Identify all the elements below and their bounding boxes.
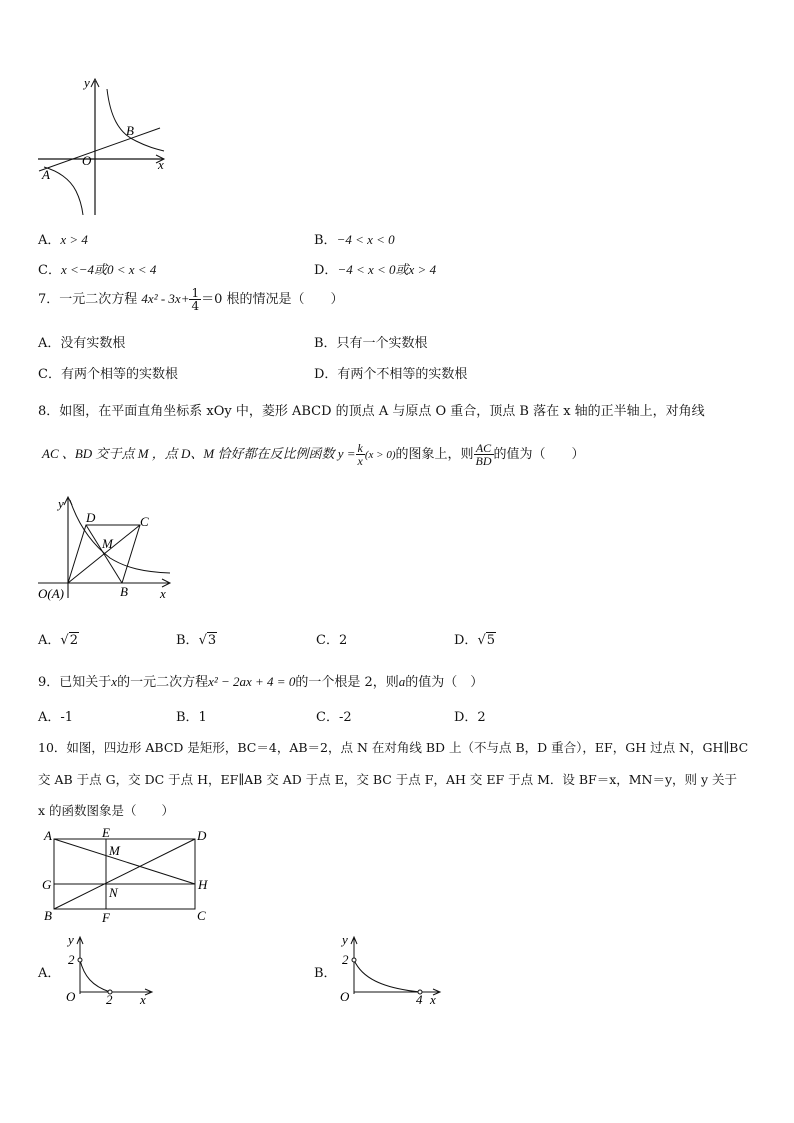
q10-graph-a[interactable] [60, 932, 160, 1008]
fig10-label-n: N [109, 885, 118, 900]
q8-option-a[interactable]: A．√2 [38, 633, 78, 648]
q6-option-a[interactable]: A．x > 4 [38, 232, 88, 248]
graph-b-y0: 2 [342, 952, 349, 967]
fig6-label-a: A [42, 167, 50, 182]
fig10-label-a: A [44, 828, 52, 843]
fig6-label-y: y [84, 75, 90, 90]
q9-option-a[interactable]: A．-1 [38, 710, 74, 725]
fig10-label-f: F [102, 910, 110, 925]
graph-a-x0: 2 [106, 992, 113, 1007]
q7-option-a[interactable]: A．没有实数根 [38, 336, 126, 351]
q10-line2: 交 AB 于点 G，交 DC 于点 H，EF∥AB 交 AD 于点 E，交 BC 于点 F，AH 交 EF 于点 M．设 BF＝x，MN＝y，则 y 关于 [38, 772, 738, 787]
q9-stem: 9．已知关于x的一元二次方程x² − 2ax + 4 = 0的一个根是 2，则a的值为（ ） [38, 674, 484, 690]
fig6-label-b: B [126, 123, 134, 138]
q7-fraction: $\frac{1}{4}$ [191, 286, 200, 313]
q10-figure [36, 826, 216, 926]
graph-b-o: O [340, 989, 350, 1004]
q8-figure [36, 494, 176, 604]
q10-line3: x 的函数图象是（ ） [38, 803, 175, 818]
graph-b-x: x [430, 992, 436, 1007]
q10-graph-b[interactable] [334, 932, 449, 1008]
q7-option-b[interactable]: B．只有一个实数根 [314, 336, 428, 351]
q8-line2: AC 、BD 交于点 M ，点 D、M 恰好都在反比例函数 y = $\frac{k}{x}$ (x > 0)的图象上，则 $\frac{AC}{BD}$ 的值为（ ） [42, 441, 585, 468]
fig10-label-m: M [109, 843, 120, 858]
q10-option-b[interactable]: B． [314, 966, 337, 981]
fig8-label-y: y [58, 496, 64, 511]
fig8-label-d: D [86, 510, 96, 525]
fig10-label-e: E [102, 826, 110, 840]
q7-option-c[interactable]: C．有两个相等的实数根 [38, 367, 178, 382]
q9-option-c[interactable]: C．-2 [316, 710, 352, 725]
q6-option-b[interactable]: B．−4 < x < 0 [314, 232, 395, 248]
q10-line1: 10．如图，四边形 ABCD 是矩形，BC＝4，AB＝2，点 N 在对角线 BD 上（不与点 B，D 重合），EF，GH 过点 N，GH∥BC [38, 740, 749, 755]
q8-option-c[interactable]: C．2 [316, 633, 348, 648]
fig10-label-h: H [198, 877, 208, 892]
fig10-label-c: C [197, 908, 206, 923]
fig8-label-b: B [120, 584, 128, 599]
fig6-label-x: x [158, 157, 164, 172]
q7-stem: 7．一元二次方程 4x² - 3x+ $\frac{1}{4}$ ＝0 根的情况是（ ） [38, 286, 344, 313]
q8-line1: 8．如图，在平面直角坐标系 xOy 中，菱形 ABCD 的顶点 A 与原点 O 重合，顶点 B 落在 x 轴的正半轴上，对角线 [38, 404, 705, 419]
graph-a-y0: 2 [68, 952, 75, 967]
graph-b-x0: 4 [416, 992, 423, 1007]
fig6-label-o: O [82, 153, 92, 168]
graph-a-y: y [68, 932, 74, 947]
graph-b-y: y [342, 932, 348, 947]
q9-option-b[interactable]: B．1 [176, 710, 207, 725]
q6-option-d[interactable]: D．−4 < x < 0或x > 4 [314, 262, 437, 278]
fig10-label-d: D [197, 828, 207, 843]
q10-option-a[interactable]: A． [38, 966, 61, 981]
graph-a-o: O [66, 989, 76, 1004]
q8-option-d[interactable]: D．√5 [454, 633, 496, 648]
fig8-label-m: M [102, 536, 113, 551]
q8-ac-over-bd: $\frac{AC}{BD}$ [475, 441, 492, 468]
q7-option-d[interactable]: D．有两个不相等的实数根 [314, 367, 468, 382]
q8-k-over-x: $\frac{k}{x}$ [357, 441, 363, 468]
fig8-label-o: O(A) [38, 586, 64, 601]
fig8-label-x: x [160, 586, 166, 601]
q6-figure [36, 75, 171, 217]
q8-option-b[interactable]: B．√3 [176, 633, 217, 648]
fig10-label-b: B [44, 908, 52, 923]
graph-a-x: x [140, 992, 146, 1007]
fig10-label-g: G [42, 877, 52, 892]
fig8-label-c: C [140, 514, 149, 529]
q6-option-c[interactable]: C．x <−4或0 < x < 4 [38, 262, 157, 278]
q9-option-d[interactable]: D．2 [454, 710, 486, 725]
